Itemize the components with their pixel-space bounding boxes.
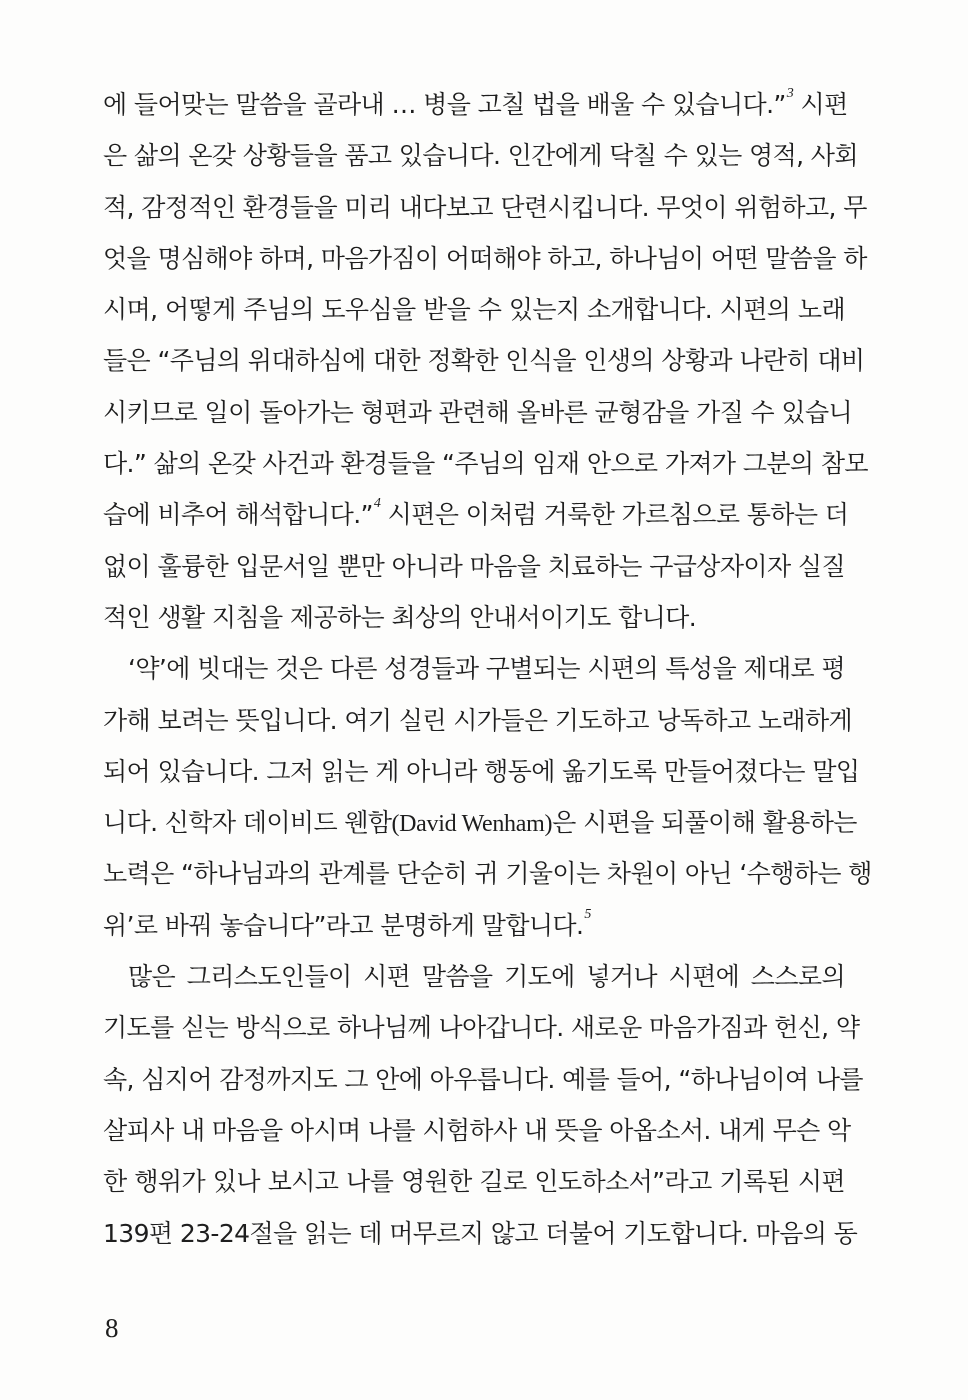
text-line-17 — [103, 900, 845, 951]
text-line-20: 속, 심지어 감정까지도 그 안에 아우릅니다. 예를 들어, “하나님이여 나를 — [103, 1064, 863, 1094]
text-line-16: 노력은 “하나님과의 관계를 단순히 귀 기울이는 차원이 아닌 ‘수행하는 행 — [103, 859, 872, 889]
body-text — [103, 79, 872, 1259]
text-line-22: 한 행위가 있나 보시고 나를 영원한 길로 인도하소서”라고 기록된 시편 — [103, 1167, 845, 1197]
line-text-after: 시편 — [793, 90, 848, 119]
text-line-4: 엇을 명심해야 하며, 마음가짐이 어떠해야 하고, 하나님이 어떤 말씀을 하 — [103, 243, 867, 273]
text-line-1 — [103, 79, 848, 130]
footnote-ref-3: 3 — [786, 86, 794, 101]
text-line-11: 적인 생활 지침을 제공하는 최상의 안내서이기도 합니다. — [103, 602, 697, 632]
text-line-3: 적, 감정적인 환경들을 미리 내다보고 단련시킵니다. 무엇이 위험하고, 무 — [103, 192, 867, 222]
text-line-13: 가해 보려는 뜻입니다. 여기 실린 시가들은 기도하고 낭독하고 노래하게 — [103, 705, 853, 735]
line-text: 에 들어맞는 말씀을 골라내 … 병을 고칠 법을 배울 수 있습니다.” — [103, 90, 786, 119]
page-number: 8 — [105, 1313, 119, 1343]
text-line-19: 기도를 싣는 방식으로 하나님께 나아갑니다. 새로운 마음가짐과 헌신, 약 — [103, 1013, 860, 1043]
text-line-6: 들은 “주님의 위대하심에 대한 정확한 인식을 인생의 상황과 나란히 대비 — [103, 346, 865, 376]
footnote-ref-4: 4 — [373, 496, 381, 512]
text-line-8: 다.” 삶의 온갖 사건과 환경들을 “주님의 임재 안으로 가져가 그분의 참모 — [103, 449, 868, 479]
text-line-9 — [103, 489, 849, 540]
line-text-after: 은 시편을 되풀이해 활용하는 — [552, 808, 857, 838]
line-text-after: 시편은 이처럼 거룩한 가르침으로 통하는 더 — [380, 500, 849, 530]
text-line-7: 시키므로 일이 돌아가는 형편과 관련해 올바른 균형감을 가질 수 있습니 — [103, 397, 853, 427]
footnote-ref-5: 5 — [584, 906, 591, 922]
line-text: 니다. 신학자 데이비드 웬함 — [103, 808, 392, 838]
line-text: 위’로 바꿔 놓습니다”라고 분명하게 말합니다. — [103, 910, 584, 940]
text-line-15 — [103, 797, 857, 848]
text-line-5: 시며, 어떻게 주님의 도우심을 받을 수 있는지 소개합니다. 시편의 노래 — [103, 295, 845, 325]
text-line-23: 139편 23-24절을 읽는 데 머무르지 않고 더불어 기도합니다. 마음의 동 — [103, 1218, 858, 1248]
text-line-12: ‘약’에 빗대는 것은 다른 성경들과 구별되는 시편의 특성을 제대로 평 — [128, 654, 845, 684]
text-line-14: 되어 있습니다. 그저 읽는 게 아니라 행동에 옮기도록 만들어졌다는 말입 — [103, 756, 860, 786]
text-line-18: 많은 그리스도인들이 시편 말씀을 기도에 넣거나 시편에 스스로의 — [128, 962, 845, 992]
line-text: 습에 비추어 해석합니다.” — [103, 500, 373, 530]
text-line-21: 살피사 내 마음을 아시며 나를 시험하사 내 뜻을 아옵소서. 내게 무슨 악 — [103, 1115, 851, 1145]
text-line-2: 은 삶의 온갖 상황들을 품고 있습니다. 인간에게 닥칠 수 있는 영적, 사회 — [103, 141, 858, 171]
text-line-10: 없이 훌륭한 입문서일 뿐만 아니라 마음을 치료하는 구급상자이자 실질 — [103, 551, 845, 581]
latin-name: (David Wenham) — [391, 811, 553, 838]
